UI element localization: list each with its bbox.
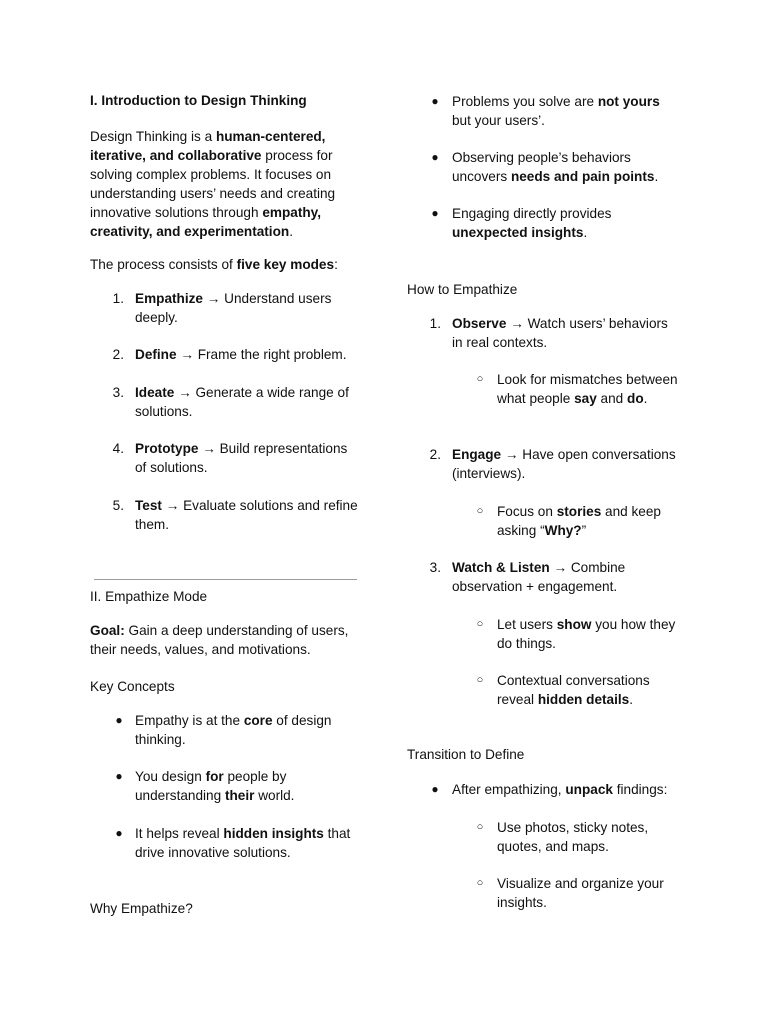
sub-item-text: Let users show you how they do things. — [497, 617, 676, 651]
mode-text: Empathize → Understand users deeply. — [135, 291, 332, 325]
mode-item — [90, 439, 362, 477]
step-item — [407, 445, 682, 483]
why-bullet-text: Observing people’s behaviors uncovers needs and pain points. — [452, 150, 659, 184]
section2-title: II. Empathize Mode — [90, 589, 208, 604]
how-to-empathize-title: How to Empathize — [407, 282, 518, 297]
concept-item — [90, 824, 362, 862]
bullet-icon: ● — [115, 713, 123, 727]
unpack-text: After empathizing, unpack findings: — [452, 782, 668, 797]
list-number: 1. — [429, 316, 441, 331]
list-number: 5. — [112, 498, 124, 513]
why-bullet-text: Problems you solve are not yours but your users’. — [452, 94, 660, 128]
goal-paragraph: Goal: Gain a deep understanding of users, their needs, values, and motivations. — [90, 623, 349, 657]
step-item — [407, 314, 682, 352]
bullet-icon: ● — [115, 769, 123, 783]
process-line: The process consists of five key modes: — [90, 257, 338, 272]
section-divider — [94, 579, 357, 580]
mode-text: Prototype → Build representations of solutions. — [135, 441, 348, 475]
bullet-icon: ● — [431, 94, 439, 108]
concept-text: It helps reveal hidden insights that drive innovative solutions. — [135, 826, 351, 860]
why-empathize-title: Why Empathize? — [90, 901, 193, 916]
sub-item — [407, 502, 682, 540]
sub-item — [407, 818, 682, 856]
why-bullet-text: Engaging directly provides unexpected insights. — [452, 206, 612, 240]
concept-text: You design for people by understanding their world. — [135, 769, 295, 803]
mode-item — [90, 289, 362, 327]
sub-item — [407, 874, 682, 912]
key-concepts-title: Key Concepts — [90, 679, 175, 694]
concept-item — [90, 767, 362, 805]
transition-title: Transition to Define — [407, 747, 525, 762]
concept-text: Empathy is at the core of design thinking. — [135, 713, 332, 747]
mode-text: Define → Frame the right problem. — [135, 347, 347, 362]
list-number: 2. — [112, 347, 124, 362]
why-bullet — [407, 92, 682, 130]
why-bullet — [407, 204, 682, 242]
step-text: Engage → Have open conversations (interviews). — [452, 447, 676, 481]
circle-bullet-icon: ○ — [476, 618, 484, 630]
unpack-bullet — [407, 780, 682, 799]
bullet-icon: ● — [431, 206, 439, 220]
intro-paragraph: Design Thinking is a human-centered, iterative, and collaborative process for solving complex problems. It focuses on understanding users’ needs and creating innovative solutions through empathy, creativity, and experimentation. — [90, 129, 336, 239]
list-number: 3. — [429, 560, 441, 575]
bullet-icon: ● — [115, 826, 123, 840]
list-number: 1. — [112, 291, 124, 306]
circle-bullet-icon: ○ — [476, 877, 484, 889]
mode-item — [90, 345, 362, 364]
circle-bullet-icon: ○ — [476, 373, 484, 385]
circle-bullet-icon: ○ — [476, 821, 484, 833]
bullet-icon: ● — [431, 150, 439, 164]
why-bullet — [407, 148, 682, 186]
circle-bullet-icon: ○ — [476, 505, 484, 517]
section1-title: I. Introduction to Design Thinking — [90, 93, 307, 108]
bullet-icon: ● — [431, 782, 439, 796]
sub-item — [407, 615, 682, 653]
list-number: 2. — [429, 447, 441, 462]
mode-item — [90, 496, 362, 534]
mode-text: Test → Evaluate solutions and refine them. — [135, 498, 358, 532]
sub-item-text: Focus on stories and keep asking “Why?” — [497, 504, 661, 538]
list-number: 3. — [112, 385, 124, 400]
mode-text: Ideate → Generate a wide range of solutions. — [135, 385, 349, 419]
sub-item-text: Use photos, sticky notes, quotes, and maps. — [497, 820, 649, 854]
circle-bullet-icon: ○ — [476, 674, 484, 686]
list-number: 4. — [112, 441, 124, 456]
sub-item-text: Look for mismatches between what people say and do. — [497, 372, 678, 406]
sub-item — [407, 671, 682, 709]
sub-item — [407, 370, 682, 408]
sub-item-text: Contextual conversations reveal hidden details. — [497, 673, 650, 707]
sub-item-text: Visualize and organize your insights. — [497, 876, 664, 910]
step-text: Observe → Watch users’ behaviors in real contexts. — [452, 316, 668, 350]
mode-item — [90, 383, 362, 421]
step-item — [407, 558, 682, 596]
step-text: Watch & Listen → Combine observation + engagement. — [452, 560, 626, 594]
concept-item — [90, 711, 362, 749]
